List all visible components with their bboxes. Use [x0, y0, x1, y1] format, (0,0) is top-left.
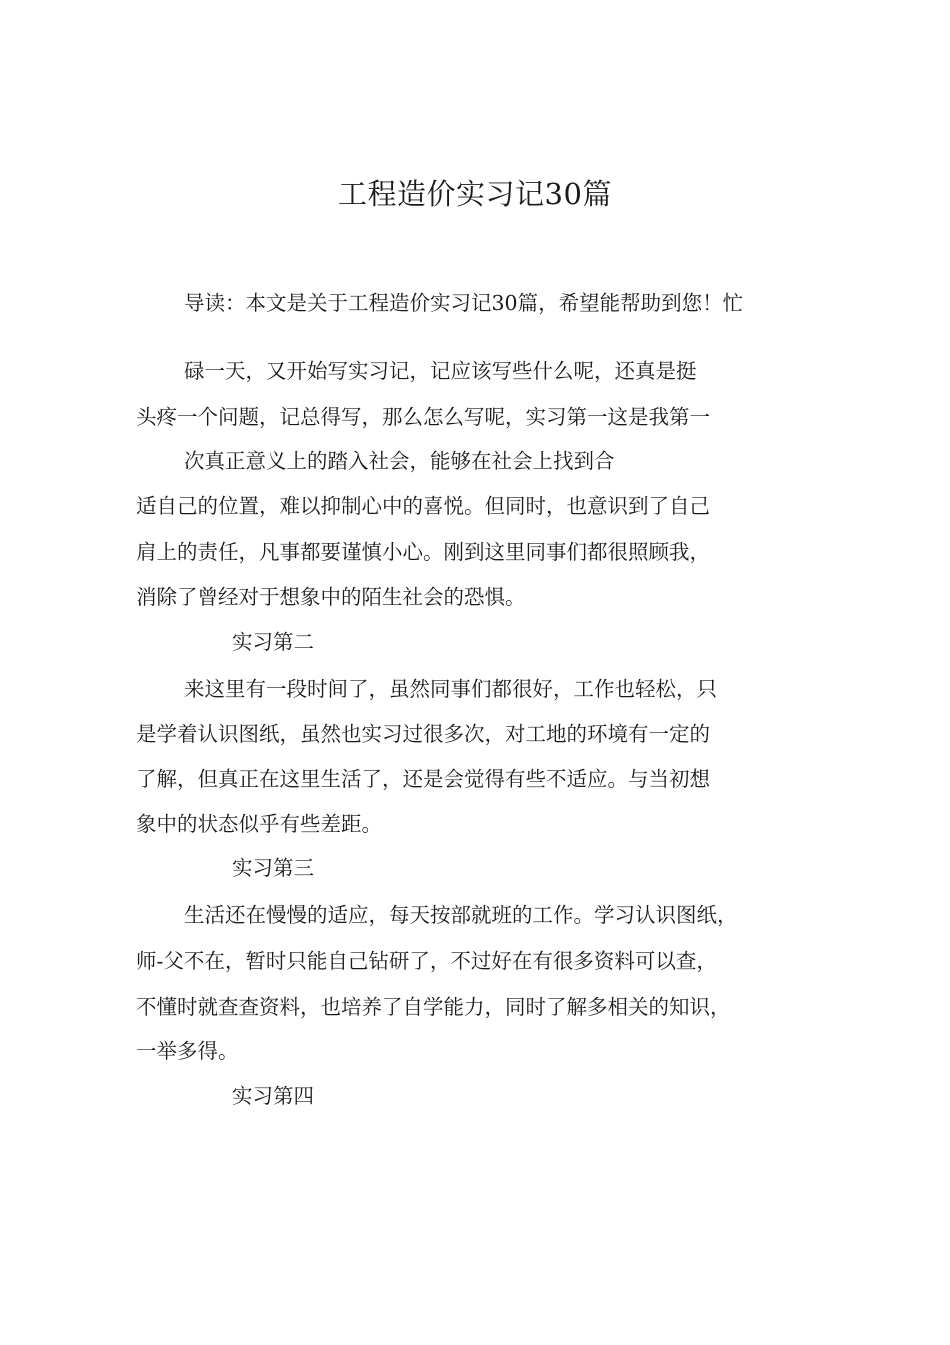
paragraph-line: 了解，但真正在这里生活了，还是会觉得有些不适应。与当初想 — [136, 767, 710, 791]
paragraph-line: 头疼一个问题，记总得写，那么怎么写呢，实习第一这是我第一 — [136, 405, 710, 429]
paragraph-line: 来这里有一段时间了，虽然同事们都很好，工作也轻松，只 — [184, 677, 717, 701]
paragraph-line: 消除了曾经对于想象中的陌生社会的恐惧。 — [136, 585, 526, 609]
section-heading: 实习第四 — [232, 1084, 314, 1108]
paragraph-line: 碌一天，又开始写实习记，记应该写些什么呢，还真是挺 — [184, 359, 697, 383]
document-title: 工程造价实习记30篇 — [338, 177, 612, 211]
paragraph-line: 师-父不在，暂时只能自己钻研了，不过好在有很多资料可以查， — [136, 949, 717, 973]
section-heading: 实习第二 — [232, 630, 314, 654]
paragraph-line: 生活还在慢慢的适应，每天按部就班的工作。学习认识图纸， — [184, 903, 738, 927]
paragraph-line: 不懂时就查查资料，也培养了自学能力，同时了解多相关的知识， — [136, 995, 731, 1019]
paragraph-line: 象中的状态似乎有些差距。 — [136, 812, 382, 836]
paragraph-line: 肩上的责任，凡事都要谨慎小心。刚到这里同事们都很照顾我， — [136, 540, 710, 564]
section-heading: 实习第三 — [232, 856, 314, 880]
paragraph-line: 适自己的位置，难以抑制心中的喜悦。但同时，也意识到了自己 — [136, 494, 710, 518]
intro-line: 导读：本文是关于工程造价实习记30篇，希望能帮助到您！忙 — [184, 291, 744, 315]
paragraph-line: 次真正意义上的踏入社会，能够在社会上找到合 — [184, 449, 615, 473]
paragraph-line: 是学着认识图纸，虽然也实习过很多次，对工地的环境有一定的 — [136, 722, 710, 746]
paragraph-line: 一举多得。 — [136, 1039, 239, 1063]
